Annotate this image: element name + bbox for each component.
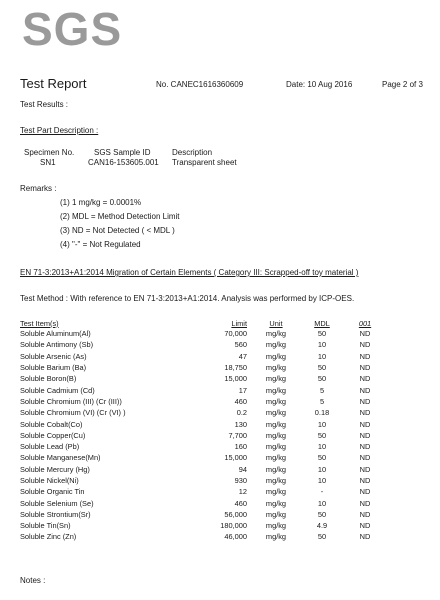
table-row <box>20 441 391 452</box>
report-date: Date: 10 Aug 2016 <box>286 80 353 89</box>
description-value: Transparent sheet <box>172 158 237 167</box>
unit-value: mg/kg <box>265 396 287 406</box>
test-item-name: Soluble Organic Tin <box>20 487 85 497</box>
limit-value: 47 <box>238 351 247 361</box>
unit-value: mg/kg <box>265 329 287 339</box>
mdl-value: 10 <box>317 464 327 474</box>
limit-value: 160 <box>234 442 247 452</box>
unit-value: mg/kg <box>265 385 287 395</box>
limit-value: 0.2 <box>236 408 247 418</box>
result-value: ND <box>359 385 371 395</box>
report-title: Test Report <box>20 76 87 91</box>
report-number: No. CANEC1616360609 <box>156 80 244 89</box>
result-value: ND <box>359 509 371 519</box>
result-value: ND <box>359 521 371 531</box>
limit-value: 460 <box>234 396 247 406</box>
result-value: ND <box>359 430 371 440</box>
mdl-value: 50 <box>317 363 327 373</box>
table-row <box>20 430 391 441</box>
limit-value: 15,000 <box>224 453 247 463</box>
table-row <box>20 362 391 373</box>
table-row <box>20 452 391 463</box>
specimen-no-value: SN1 <box>40 158 56 167</box>
sample-id-value: CAN16-153605.001 <box>88 158 159 167</box>
limit-value: 46,000 <box>224 532 247 542</box>
mdl-value: 10 <box>317 419 327 429</box>
mdl-value: 50 <box>317 509 327 519</box>
header-unit: Unit <box>269 318 283 328</box>
unit-value: mg/kg <box>265 453 287 463</box>
table-row <box>20 384 391 395</box>
test-results-label: Test Results : <box>20 100 69 109</box>
table-row <box>20 520 391 531</box>
mdl-value: 0.18 <box>314 408 330 418</box>
unit-value: mg/kg <box>265 430 287 440</box>
result-value: ND <box>359 351 371 361</box>
test-item-name: Soluble Lead (Pb) <box>20 442 80 452</box>
mdl-value: 50 <box>317 430 327 440</box>
mdl-value: 5 <box>319 385 325 395</box>
header-mdl: MDL <box>314 318 330 328</box>
table-row <box>20 531 391 542</box>
mdl-value: 10 <box>317 340 327 350</box>
result-value: ND <box>359 340 371 350</box>
result-value: ND <box>359 396 371 406</box>
table-row <box>20 418 391 429</box>
unit-value: mg/kg <box>265 464 287 474</box>
limit-value: 15,000 <box>224 374 247 384</box>
header-test-items: Test Item(s) <box>20 318 59 328</box>
mdl-value: 50 <box>317 453 327 463</box>
result-value: ND <box>359 374 371 384</box>
result-value: ND <box>359 453 371 463</box>
remark-item: (3) ND = Not Detected ( < MDL ) <box>60 226 175 235</box>
limit-value: 17 <box>238 385 247 395</box>
test-item-name: Soluble Antimony (Sb) <box>20 340 94 350</box>
test-part-description-label: Test Part Description : <box>20 126 99 135</box>
remark-item: (2) MDL = Method Detection Limit <box>60 212 180 221</box>
result-value: ND <box>359 464 371 474</box>
unit-value: mg/kg <box>265 509 287 519</box>
mdl-value: 50 <box>317 374 327 384</box>
result-value: ND <box>359 419 371 429</box>
limit-value: 130 <box>234 419 247 429</box>
limit-value: 460 <box>234 498 247 508</box>
table-row <box>20 351 391 362</box>
test-item-name: Soluble Nickel(Ni) <box>20 476 79 485</box>
result-value: ND <box>359 408 371 418</box>
specimen-header-description: Description <box>172 148 213 157</box>
unit-value: mg/kg <box>265 340 287 350</box>
unit-value: mg/kg <box>265 363 287 373</box>
limit-value: 56,000 <box>224 509 247 519</box>
limit-value: 7,700 <box>228 430 247 440</box>
test-item-name: Soluble Zinc (Zn) <box>20 532 77 542</box>
result-value: ND <box>359 487 371 497</box>
test-item-name: Soluble Aluminum(Al) <box>20 329 91 339</box>
unit-value: mg/kg <box>265 419 287 429</box>
table-row <box>20 475 391 486</box>
remark-item: (1) 1 mg/kg = 0.0001% <box>60 198 142 207</box>
test-item-name: Soluble Strontium(Sr) <box>20 509 91 519</box>
mdl-value: - <box>320 487 324 497</box>
test-item-name: Soluble Selenium (Se) <box>20 498 94 508</box>
unit-value: mg/kg <box>265 498 287 508</box>
result-value: ND <box>359 363 371 373</box>
test-item-name: Soluble Mercury (Hg) <box>20 464 90 474</box>
table-row <box>20 497 391 508</box>
mdl-value: 50 <box>317 532 327 542</box>
standard-heading: EN 71-3:2013+A1:2014 Migration of Certain Elements ( Category III: Scrapped-off toy material ) <box>20 268 359 277</box>
test-item-name: Soluble Chromium (III) (Cr (III)) <box>20 396 122 406</box>
result-value: ND <box>359 532 371 542</box>
table-row <box>20 328 391 339</box>
mdl-value: 10 <box>317 498 327 508</box>
result-value: ND <box>359 442 371 452</box>
mdl-value: 50 <box>317 329 327 339</box>
table-row <box>20 509 391 520</box>
table-row <box>20 407 391 418</box>
mdl-value: 4.9 <box>316 521 328 531</box>
unit-value: mg/kg <box>265 374 287 384</box>
specimen-header-sample-id: SGS Sample ID <box>94 148 151 157</box>
unit-value: mg/kg <box>265 521 287 531</box>
header-limit: Limit <box>231 318 247 328</box>
limit-value: 12 <box>238 487 247 497</box>
test-item-name: Soluble Arsenic (As) <box>20 351 87 361</box>
unit-value: mg/kg <box>265 442 287 452</box>
test-item-name: Soluble Chromium (VI) (Cr (VI) ) <box>20 408 126 418</box>
unit-value: mg/kg <box>265 408 287 418</box>
remarks-label: Remarks : <box>20 184 57 193</box>
unit-value: mg/kg <box>265 532 287 542</box>
test-item-name: Soluble Manganese(Mn) <box>20 453 101 463</box>
mdl-value: 10 <box>317 442 327 452</box>
unit-value: mg/kg <box>265 351 287 361</box>
table-row <box>20 339 391 350</box>
test-item-name: Soluble Copper(Cu) <box>20 430 86 440</box>
mdl-value: 5 <box>319 396 325 406</box>
unit-value: mg/kg <box>265 476 287 485</box>
result-value: ND <box>359 476 371 485</box>
test-item-name: Soluble Cobalt(Co) <box>20 419 83 429</box>
limit-value: 94 <box>238 464 247 474</box>
result-value: ND <box>359 329 371 339</box>
mdl-value: 10 <box>317 476 327 485</box>
test-item-name: Soluble Tin(Sn) <box>20 521 71 531</box>
table-row <box>20 486 391 497</box>
limit-value: 180,000 <box>220 521 247 531</box>
results-header-row <box>20 318 391 328</box>
table-row <box>20 373 391 384</box>
test-item-name: Soluble Barium (Ba) <box>20 363 87 373</box>
test-method-line: Test Method : With reference to EN 71-3:2013+A1:2014. Analysis was performed by ICP-OES. <box>20 294 355 303</box>
test-item-name: Soluble Boron(B) <box>20 374 77 384</box>
limit-value: 560 <box>234 340 247 350</box>
notes-label: Notes : <box>20 576 46 585</box>
limit-value: 930 <box>234 476 247 485</box>
test-item-name: Soluble Cadmium (Cd) <box>20 385 95 395</box>
limit-value: 70,000 <box>224 329 247 339</box>
header-result-001: 001 <box>358 318 372 328</box>
page-indicator: Page 2 of 3 <box>382 80 423 89</box>
specimen-header-specimen-no: Specimen No. <box>24 148 75 157</box>
remark-item: (4) "-" = Not Regulated <box>60 240 141 249</box>
limit-value: 18,750 <box>224 363 247 373</box>
unit-value: mg/kg <box>265 487 287 497</box>
results-table <box>20 318 391 543</box>
sgs-logo: SGS <box>22 3 123 55</box>
table-row <box>20 464 391 475</box>
result-value: ND <box>359 498 371 508</box>
table-row <box>20 396 391 407</box>
mdl-value: 10 <box>317 351 327 361</box>
